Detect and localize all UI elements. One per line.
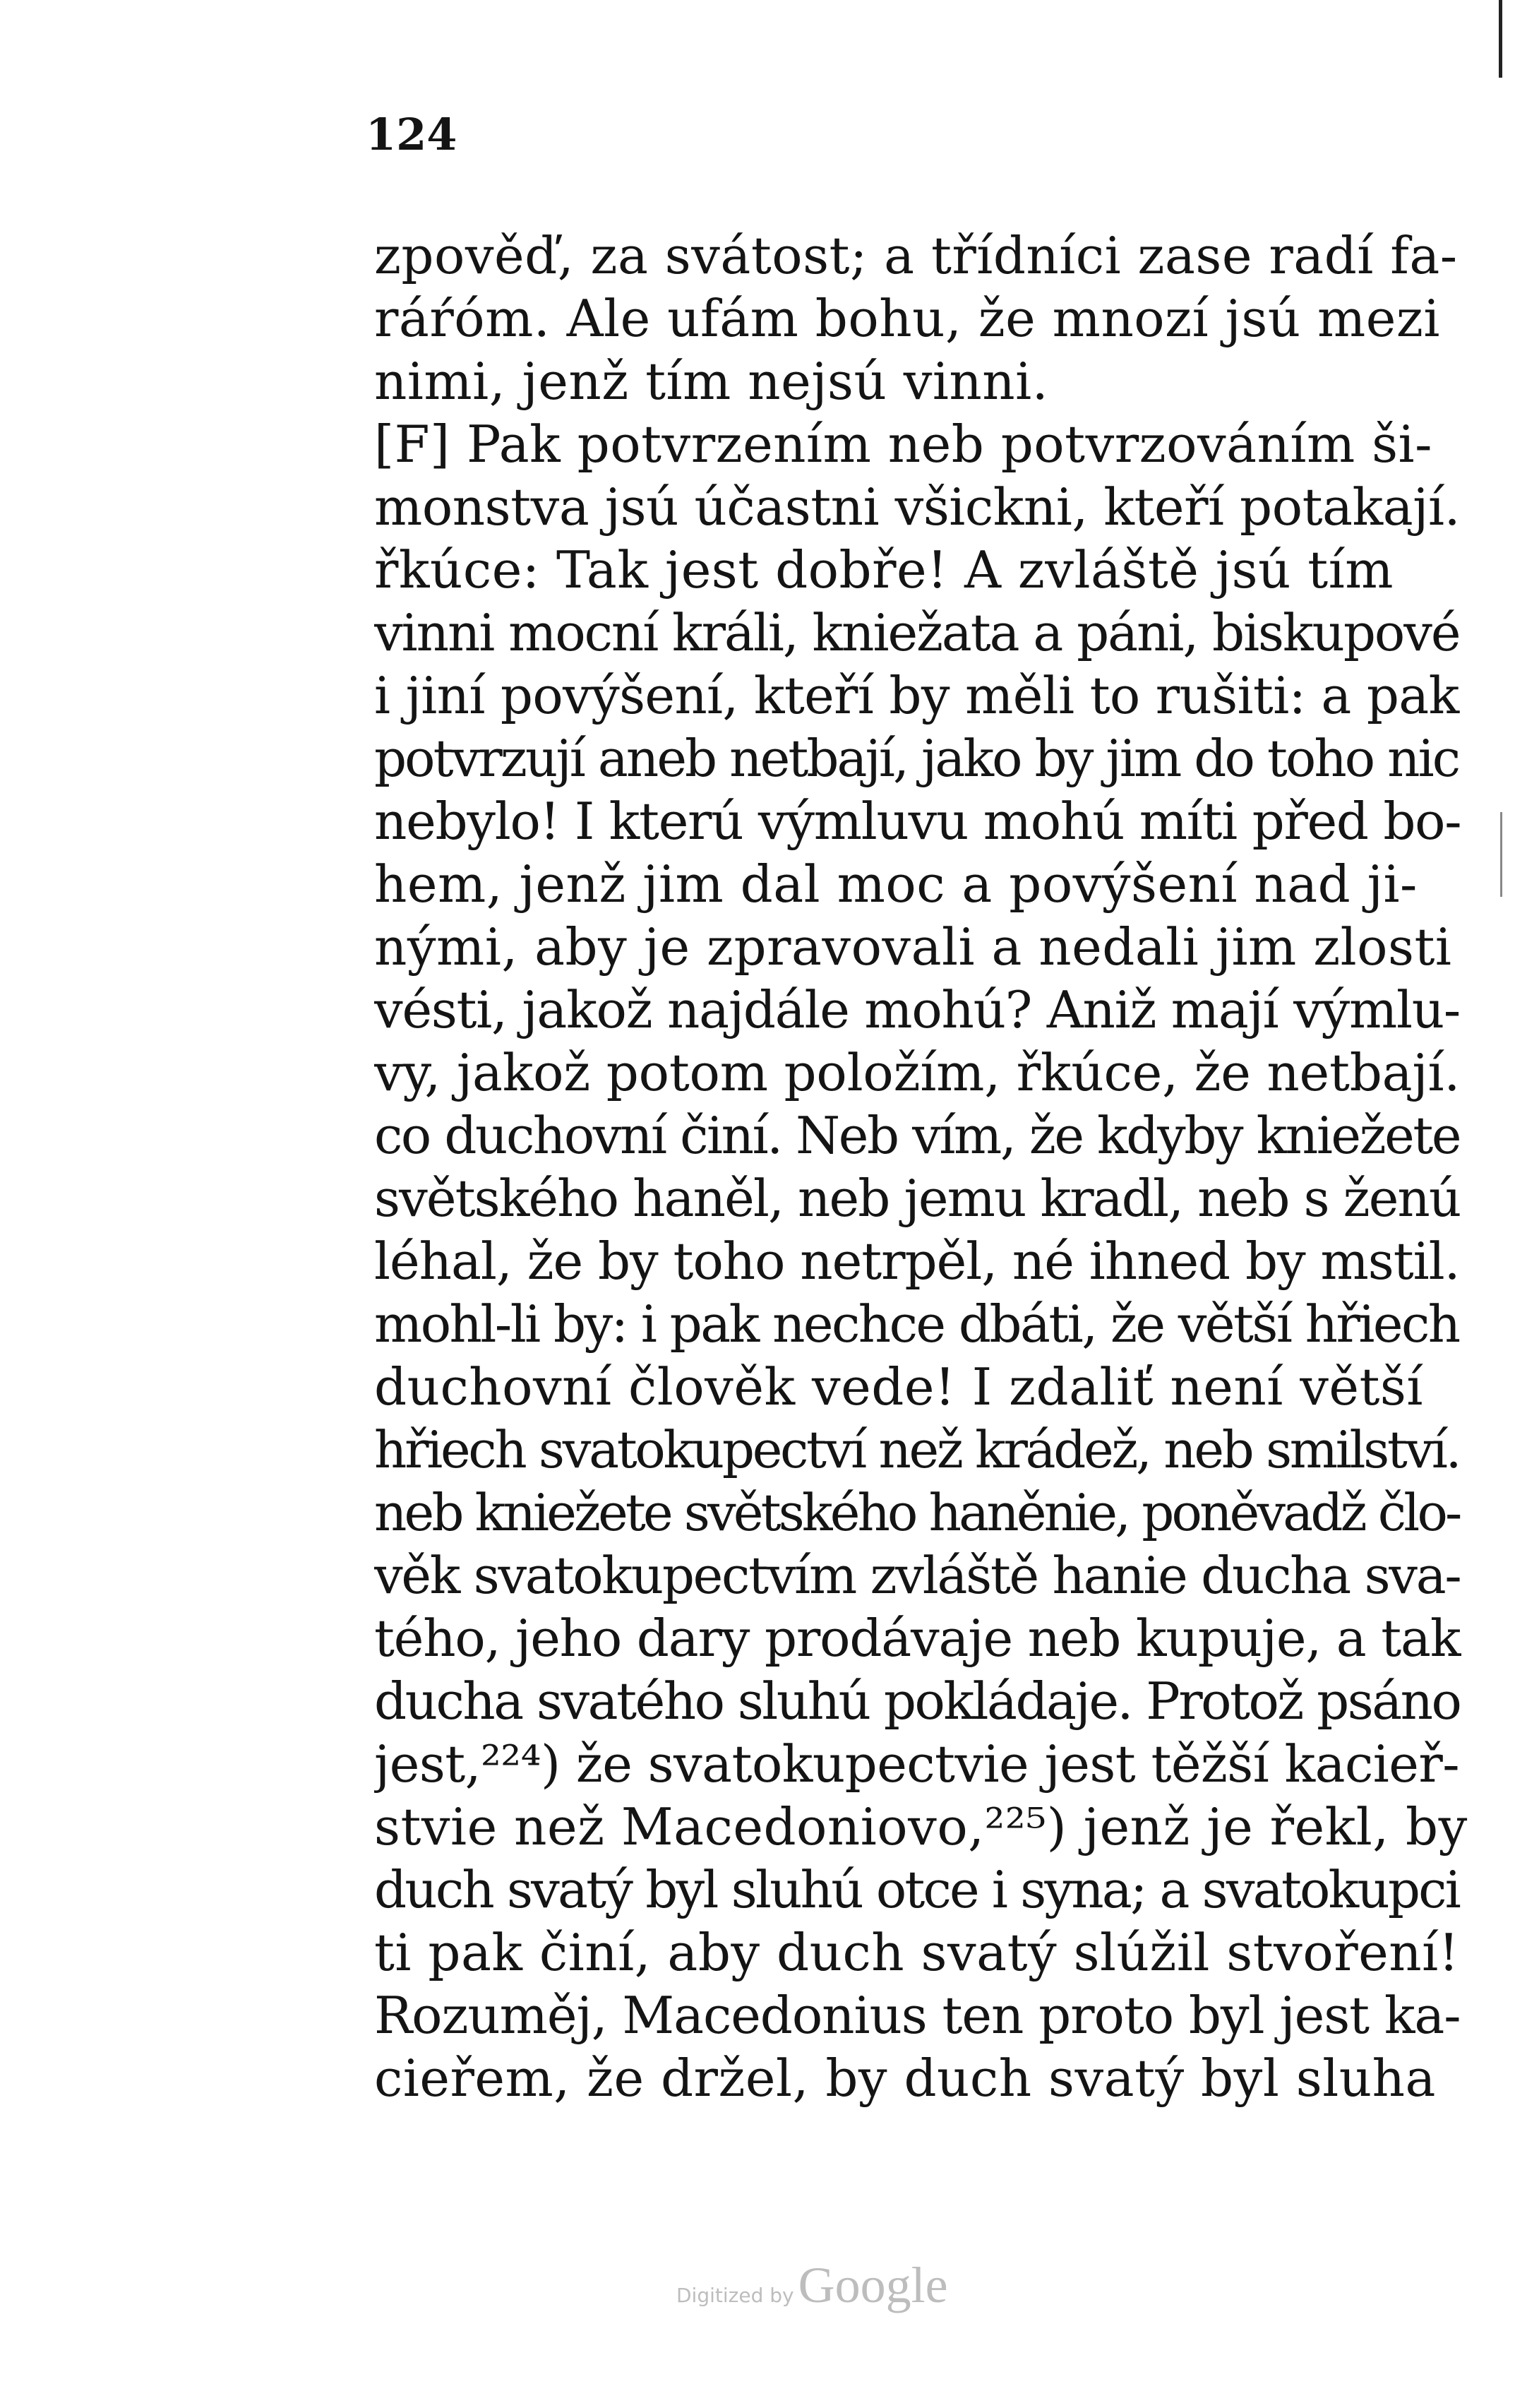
text-line: řkúce: Tak jest dobře! A zvláště jsú tím [374,540,1394,600]
text-line: stvie než Macedoniovo,²²⁵) jenž je řekl, by [374,1797,1468,1856]
text-line: cieřem, že držel, by duch svatý byl sluha [374,2049,1436,2108]
text-line: zpověď, za svátost; a třídníci zase radí fa- [374,226,1458,285]
text-line: jest,²²⁴) že svatokupectvie jest těžší kacieř- [374,1734,1459,1794]
text-line: tého, jeho dary prodávaje neb kupuje, a tak [374,1609,1461,1668]
text-line: [F] Pak potvrzením neb potvrzováním ši- [374,415,1432,474]
text-line: vésti, jakož najdále mohú? Aniž mají výmlu- [374,980,1461,1039]
page-number: 124 [366,109,457,160]
text-line: co duchovní činí. Neb vím, že kdyby kniežete [374,1106,1461,1165]
text-line: Rozuměj, Macedonius ten proto byl jest ka- [374,1986,1461,2045]
text-line: ráŕóm. Ale ufám bohu, že mnozí jsú mezi [374,289,1440,348]
text-line: hem, jenž jim dal moc a povýšení nad ji- [374,854,1418,914]
text-line: vy, jakož potom položím, řkúce, že netbají. [374,1043,1461,1102]
text-line: vinni mocní králi, kniežata a páni, biskupové [374,603,1460,662]
text-line: hřiech svatokupectví než krádež, neb smilství. [374,1420,1460,1479]
text-line: i jiní povýšení, kteří by měli to rušiti: a pak [374,666,1459,725]
text-line: potvrzují aneb netbají, jako by jim do toho nic [374,729,1459,788]
text-line: věk svatokupectvím zvláště hanie ducha sva- [374,1546,1461,1605]
text-line: nými, aby je zpravovali a nedali jim zlosti [374,917,1452,977]
text-line: světského haněl, neb jemu kradl, neb s ženú [374,1169,1461,1228]
watermark-prefix: Digitized by [676,2284,794,2307]
text-line: nimi, jenž tím nejsú vinni. [374,352,1049,411]
text-line: léhal, že by toho netrpěl, né ihned by mstil. [374,1232,1460,1291]
text-line: duchovní člověk vede! I zdaliť není větší [374,1357,1423,1417]
text-line: ti pak činí, aby duch svatý slúžil stvoření! [374,1923,1460,1982]
page-edge-mark [1500,812,1502,897]
watermark-brand: Google [798,2257,948,2313]
text-line: neb kniežete světského haněnie, poněvadž člo- [374,1483,1460,1542]
text-line: nebylo! I kterú výmluvu mohú míti před bo- [374,792,1461,851]
body-text [374,225,1475,2110]
page-edge-mark [1499,0,1502,78]
text-line: ducha svatého sluhú pokládaje. Protož psáno [374,1671,1461,1731]
text-line: mohl-li by: i pak nechce dbáti, že větší hřiech [374,1294,1459,1354]
text-line: monstva jsú účastni všickni, kteří potakají. [374,477,1461,537]
text-line: duch svatý byl sluhú otce i syna; a svatokupci [374,1860,1459,1919]
digitized-by-watermark [676,2256,948,2315]
